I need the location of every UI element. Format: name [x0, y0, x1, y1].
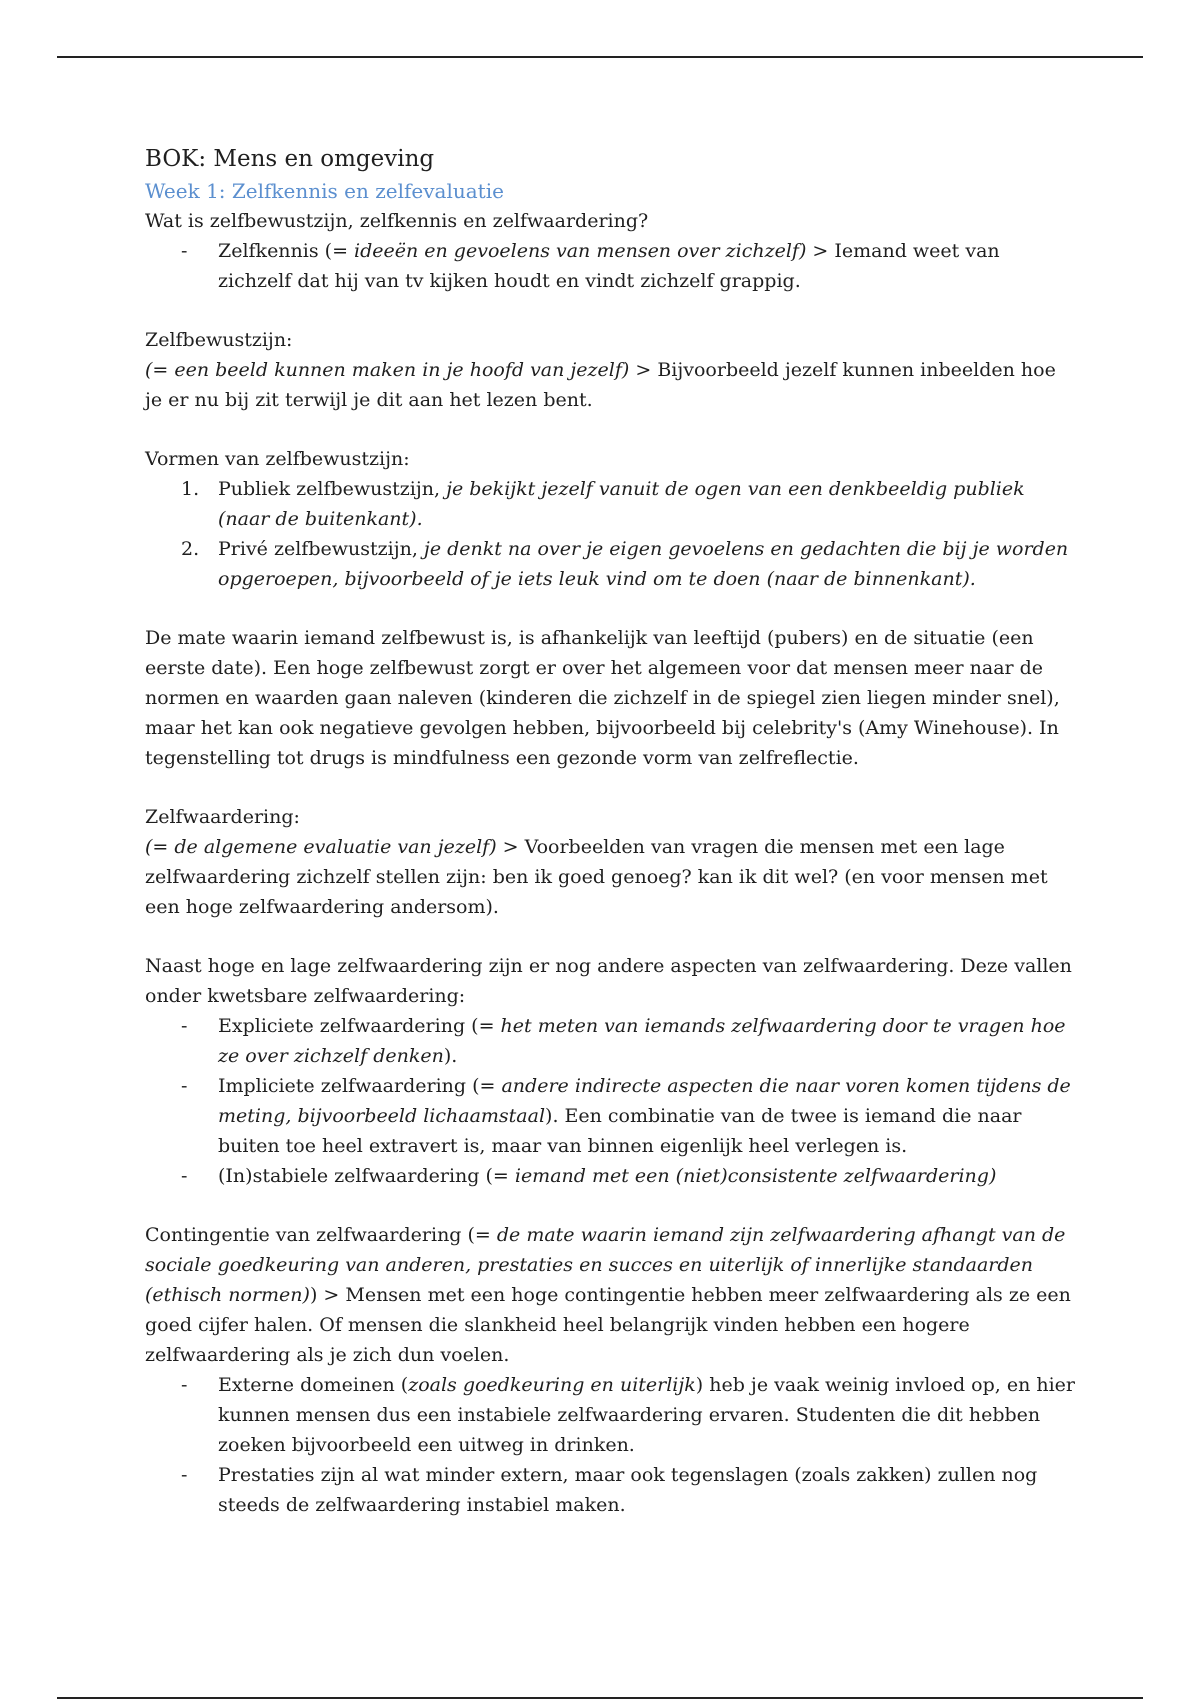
- dash-bullet: -: [181, 1464, 188, 1486]
- footer-rule: [57, 1697, 1143, 1699]
- list-item: - (In)stabiele zelfwaardering (= iemand met een (niet)consistente zelfwaardering): [145, 1161, 1075, 1191]
- list-item: - Expliciete zelfwaardering (= het meten van iemands zelfwaardering door te vragen hoe ze over zichzelf denken).: [145, 1011, 1075, 1071]
- zelfkennis-list: [145, 236, 1075, 296]
- dash-bullet: -: [181, 1165, 188, 1187]
- list-number: 1.: [181, 478, 200, 500]
- document-body: [145, 142, 1075, 1520]
- zelfwaardering-heading: Zelfwaardering:: [145, 806, 300, 828]
- list-item: - Impliciete zelfwaardering (= andere indirecte aspecten die naar voren komen tijdens de meting, bijvoorbeeld lichaamstaal). Een combinatie van de twee is iemand die naar buiten toe heel extravert is, maar van binnen eigenlijk heel verlegen is.: [145, 1071, 1075, 1161]
- dash-bullet: -: [181, 1374, 188, 1396]
- zelfbewustzijn-heading: Zelfbewustzijn:: [145, 329, 293, 351]
- zelfwaardering-definition: (= de algemene evaluatie van jezelf) > Voorbeelden van vragen die mensen met een lage zelfwaardering zichzelf stellen zijn: ben ik goed genoeg? kan ik dit wel? (en voor mensen met een hoge zelfwaardering andersom).: [145, 836, 1048, 918]
- contingentie-paragraph: Contingentie van zelfwaardering (= de mate waarin iemand zijn zelfwaardering afhangt van de sociale goedkeuring van anderen, prestaties en succes en uiterlijk of innerlijke standaarden (ethisch normen)) > Mensen met een hoge contingentie hebben meer zelfwaardering als ze een goed cijfer halen. Of mensen die slankheid heel belangrijk vinden hebben een hogere zelfwaardering als je zich dun voelen.: [145, 1224, 1071, 1366]
- list-item: - Prestaties zijn al wat minder extern, maar ook tegenslagen (zoals zakken) zullen nog steeds de zelfwaardering instabiel maken.: [145, 1460, 1075, 1520]
- list-item: 2. Privé zelfbewustzijn, je denkt na over je eigen gevoelens en gedachten die bij je worden opgeroepen, bijvoorbeeld of je iets leuk vind om te doen (naar de binnenkant).: [145, 534, 1075, 594]
- mate-paragraph: De mate waarin iemand zelfbewust is, is afhankelijk van leeftijd (pubers) en de situatie (een eerste date). Een hoge zelfbewust zorgt er over het algemeen voor dat mensen meer naar de normen en waarden gaan naleven (kinderen die zichzelf in de spiegel zien liegen minder snel), maar het kan ook negatieve gevolgen hebben, bijvoorbeeld bij celebrity's (Amy Winehouse). In tegenstelling tot drugs is mindfulness een gezonde vorm van zelfreflectie.: [145, 627, 1060, 769]
- week-heading: Week 1: Zelfkennis en zelfevaluatie: [145, 179, 504, 203]
- list-item: - Externe domeinen (zoals goedkeuring en uiterlijk) heb je vaak weinig invloed op, en hier kunnen mensen dus een instabiele zelfwaardering ervaren. Studenten die dit hebben zoeken bijvoorbeeld een uitweg in drinken.: [145, 1370, 1075, 1460]
- list-item: 1. Publiek zelfbewustzijn, je bekijkt jezelf vanuit de ogen van een denkbeeldig publiek (naar de buitenkant).: [145, 474, 1075, 534]
- aspecten-list: [145, 1011, 1075, 1191]
- document-title: BOK: Mens en omgeving: [145, 146, 435, 172]
- intro-question: Wat is zelfbewustzijn, zelfkennis en zelfwaardering?: [145, 210, 649, 232]
- list-item: - Zelfkennis (= ideeën en gevoelens van mensen over zichzelf) > Iemand weet van zichzelf dat hij van tv kijken houdt en vindt zichzelf grappig.: [145, 236, 1075, 296]
- zelfbewustzijn-definition: (= een beeld kunnen maken in je hoofd van jezelf) > Bijvoorbeeld jezelf kunnen inbeelden hoe je er nu bij zit terwijl je dit aan het lezen bent.: [145, 359, 1056, 411]
- dash-bullet: -: [181, 1015, 188, 1037]
- vormen-heading: Vormen van zelfbewustzijn:: [145, 448, 410, 470]
- dash-bullet: -: [181, 1075, 188, 1097]
- aspecten-intro: Naast hoge en lage zelfwaardering zijn er nog andere aspecten van zelfwaardering. Deze vallen onder kwetsbare zelfwaardering:: [145, 955, 1072, 1007]
- dash-bullet: -: [181, 240, 188, 262]
- vormen-list: [145, 474, 1075, 594]
- list-number: 2.: [181, 538, 200, 560]
- header-rule: [57, 56, 1143, 58]
- contingentie-list: [145, 1370, 1075, 1520]
